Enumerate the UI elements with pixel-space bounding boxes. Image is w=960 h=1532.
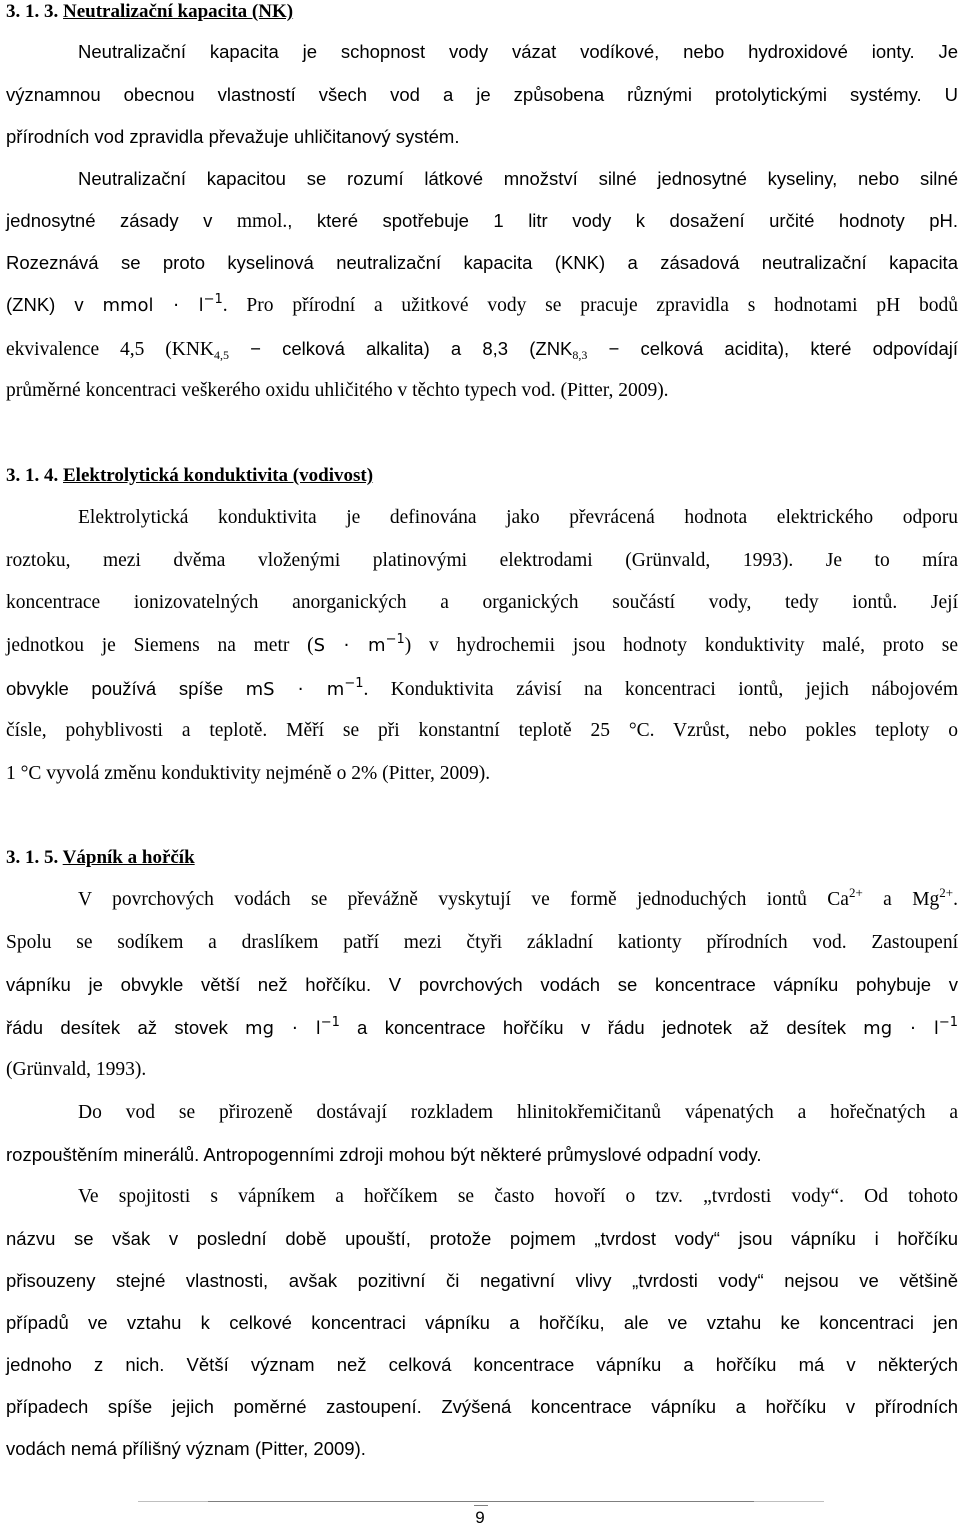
- section-title: Elektrolytická konduktivita (vodivost): [63, 465, 374, 486]
- text-run: . Konduktivita závisí na koncentraci iontů, jejich nábojovém: [363, 679, 959, 700]
- paragraph-line: Neutralizační kapacitou se rozumí látkové množství silné jednosytné kyseliny, nebo silné: [78, 168, 958, 189]
- paragraph-line: roztoku, mezi dvěma vloženými platinovými elektrodami (Grünvald, 1993). Je to míra: [6, 550, 958, 571]
- text-run: ekvivalence 4,5 (KNK: [6, 339, 215, 360]
- paragraph-line: vodách nemá přílišný význam (Pitter, 2009).: [6, 1438, 366, 1459]
- paragraph-line: názvu se však v poslední době upouští, protože pojmem „tvrdost vody“ jsou vápníku i hořčíku: [6, 1228, 958, 1249]
- footer-rule-accent: [208, 1501, 754, 1502]
- text-run: − celková alkalita) a 8,3 (ZNK: [229, 338, 573, 359]
- paragraph-line: čísle, pohyblivosti a teplotě. Měří se při konstantní teplotě 25 °C. Vzrůst, nebo pokles teploty o: [6, 720, 958, 741]
- paragraph-line: Ve spojitosti s vápníkem a hořčíkem se často hovoří o tzv. „tvrdosti vody“. Od tohoto: [78, 1186, 958, 1207]
- text-run: V povrchových vodách se převážně vyskytují ve formě jednoduchých iontů Ca: [78, 889, 849, 910]
- charge-superscript: 2+: [939, 885, 954, 900]
- paragraph-line: jednoho z nich. Větší význam než celková koncentrace vápníku a hořčíku má v některých: [6, 1354, 958, 1375]
- unit-mg-per-litre: mg · $l^{-1}$: [245, 1015, 340, 1039]
- paragraph-line: [6, 633, 958, 659]
- text-run: řádu desítek až stovek: [6, 1017, 228, 1038]
- text-run: jednosytné zásady v: [6, 210, 213, 231]
- text-run: jednotkou je Siemens na metr (: [6, 635, 314, 656]
- text-run: (ZNK) v: [6, 294, 84, 315]
- paragraph-line: vápníku je obvykle větší než hořčíku. V povrchových vodách se koncentrace vápníku pohybuje v: [6, 974, 958, 995]
- page-number-tick: [474, 1505, 488, 1506]
- paragraph-line: [6, 336, 958, 363]
- paragraph-line: Elektrolytická konduktivita je definována jako převrácená hodnota elektrického odporu: [78, 507, 958, 528]
- unit-mg-per-litre: mg · $l^{-1}$: [863, 1015, 958, 1039]
- subscript: 4,5: [214, 348, 230, 362]
- text-run: .: [953, 889, 959, 910]
- paragraph-line: [6, 676, 958, 703]
- unit-millisiemens-per-metre: mS · $m^{-1}$: [245, 676, 364, 700]
- charge-superscript: 2+: [848, 885, 863, 900]
- paragraph-line: [78, 887, 958, 913]
- paragraph-line: [6, 292, 958, 319]
- text-run: − celková acidita), které odpovídají: [587, 338, 958, 359]
- section-heading-3-1-4: [6, 464, 373, 488]
- paragraph-line: přisouzeny stejné vlastnosti, avšak pozitivní či negativní vlivy „tvrdosti vody“ nejsou ve většině: [6, 1270, 958, 1291]
- paragraph-line: Rozeznává se proto kyselinová neutralizační kapacita (KNK) a zásadová neutralizační kapacita: [6, 252, 958, 273]
- text-run: . Pro přírodní a užitkové vody se pracuje zpravidla s hodnotami pH bodů: [222, 295, 958, 316]
- paragraph-line: (Grünvald, 1993).: [6, 1059, 147, 1080]
- text-run: ) v hydrochemii jsou hodnoty konduktivity malé, proto se: [404, 635, 958, 656]
- text-run: obvykle používá spíše: [6, 678, 224, 699]
- unit-mmol: mmol.: [236, 211, 288, 232]
- paragraph-line: průměrné koncentraci veškerého oxidu uhličitého v těchto typech vod. (Pitter, 2009).: [6, 380, 669, 401]
- text-run: a Mg: [862, 889, 940, 910]
- paragraph-line: významnou obecnou vlastností všech vod a je způsobena různými protolytickými systémy. U: [6, 84, 958, 105]
- page-number: 9: [475, 1508, 485, 1527]
- paragraph-line: přírodních vod zpravidla převažuje uhličitanový systém.: [6, 126, 460, 147]
- paragraph-line: rozpouštěním minerálů. Antropogenními zdroji mohou být některé průmyslové odpadní vody.: [6, 1144, 762, 1165]
- paragraph-line: případech spíše jejich poměrné zastoupení. Zvýšená koncentrace vápníku a hořčíku v přírodních: [6, 1396, 958, 1417]
- paragraph-line: Spolu se sodíkem a draslíkem patří mezi čtyři základní kationty přírodních vod. Zastoupení: [6, 932, 958, 953]
- paragraph-line: 1 °C vyvolá změnu konduktivity nejméně o 2% (Pitter, 2009).: [6, 763, 491, 784]
- section-number: 3. 1. 3.: [6, 1, 59, 22]
- unit-mmol-per-litre: mmol · $l^{-1}$: [102, 292, 223, 316]
- text-run: a koncentrace hořčíku v řádu jednotek až desítek: [357, 1017, 847, 1038]
- paragraph-line: [6, 208, 958, 235]
- section-title: Neutralizační kapacita (NK): [63, 1, 294, 22]
- section-heading-3-1-5: [6, 846, 195, 870]
- section-title: Vápník a hořčík: [62, 847, 195, 868]
- section-heading-3-1-3: [6, 0, 293, 24]
- paragraph-line: případů ve vztahu k celkové koncentraci vápníku a hořčíku, ale ve vztahu ke koncentraci jen: [6, 1312, 958, 1333]
- section-number: 3. 1. 4.: [6, 465, 59, 486]
- paragraph-line: Do vod se přirozeně dostávají rozkladem hlinitokřemičitanů vápenatých a hořečnatých a: [78, 1102, 958, 1123]
- paragraph-line: koncentrace ionizovatelných anorganických a organických součástí vody, tedy iontů. Její: [6, 592, 958, 613]
- paragraph-line: [6, 1015, 958, 1042]
- text-run: , které spotřebuje 1 litr vody k dosažení určité hodnoty pH.: [287, 210, 958, 231]
- subscript: 8,3: [572, 348, 588, 362]
- unit-siemens-per-metre: $S \cdot m^{-1}$: [313, 632, 405, 656]
- section-number: 3. 1. 5.: [6, 847, 59, 868]
- paragraph-line: Neutralizační kapacita je schopnost vody vázat vodíkové, nebo hydroxidové ionty. Je: [78, 41, 958, 62]
